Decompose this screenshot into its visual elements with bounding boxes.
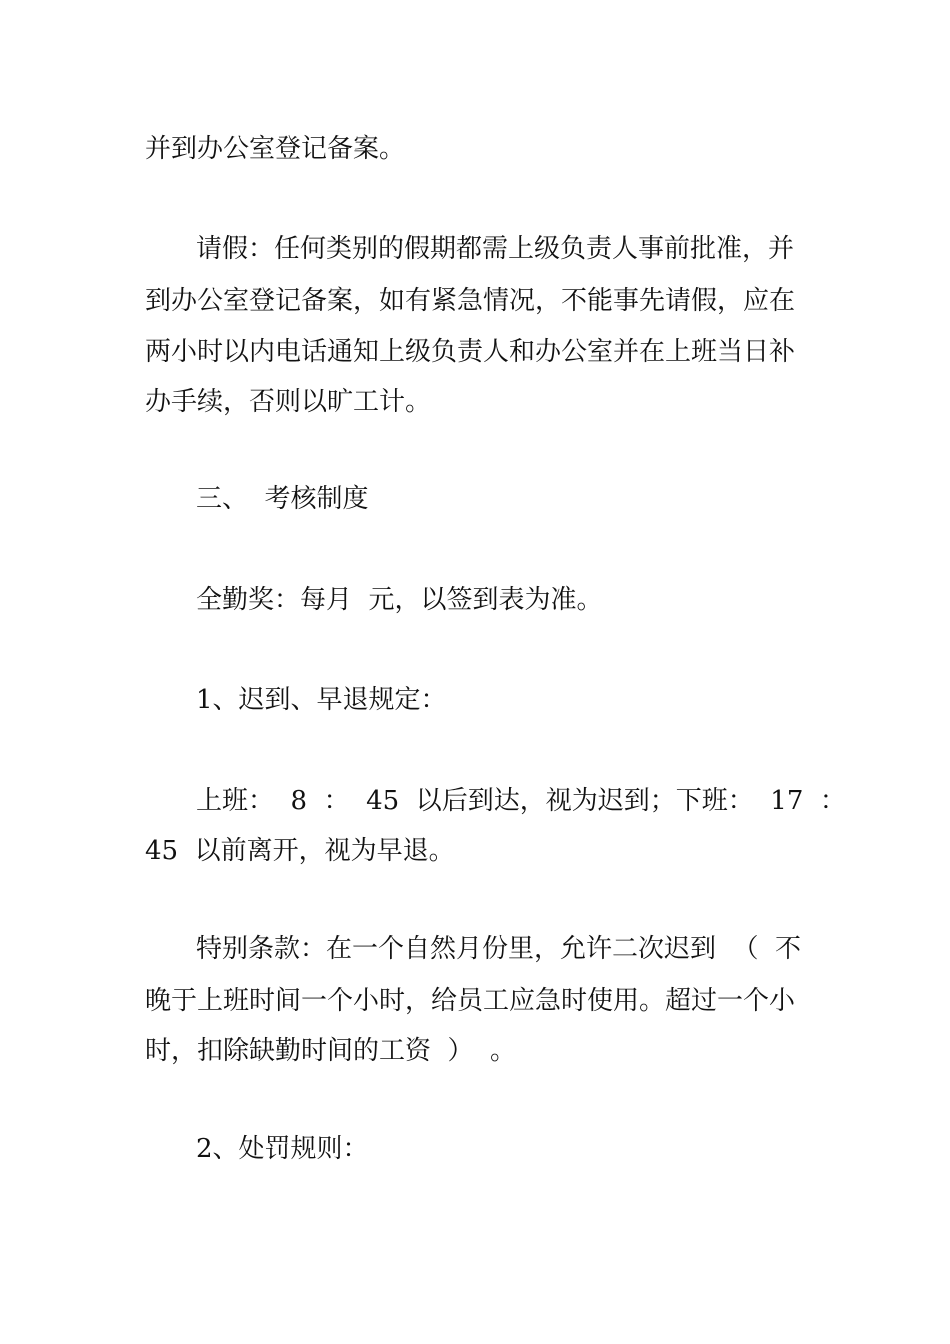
special-clause-line-1: 特别条款：在一个自然月份里，允许二次迟到 （ 不 (196, 934, 802, 964)
work-hours-line-2: 45 以前离开，视为早退。 (145, 836, 455, 866)
work-hours-line-1: 上班： 8 ： 45 以后到达，视为迟到；下班： 17 ： (196, 786, 846, 816)
paragraph-continuation-line: 并到办公室登记备案。 (145, 134, 406, 164)
leave-rule-line-3: 两小时以内电话通知上级负责人和办公室并在上班当日补 (145, 337, 796, 367)
attendance-bonus-line: 全勤奖：每月 元，以签到表为准。 (196, 585, 603, 615)
special-clause-line-2: 晚于上班时间一个小时，给员工应急时使用。超过一个小 (145, 986, 796, 1016)
leave-rule-line-2: 到办公室登记备案，如有紧急情况，不能事先请假，应在 (145, 286, 796, 316)
late-early-heading: 1、迟到、早退规定： (196, 685, 447, 715)
special-clause-line-3: 时，扣除缺勤时间的工资 ） 。 (145, 1036, 517, 1066)
section-heading-assessment: 三、 考核制度 (196, 484, 369, 514)
penalty-rules-heading: 2、处罚规则： (196, 1134, 369, 1164)
leave-rule-line-1: 请假：任何类别的假期都需上级负责人事前批准，并 (196, 234, 795, 264)
leave-rule-line-4: 办手续，否则以旷工计。 (145, 387, 432, 417)
